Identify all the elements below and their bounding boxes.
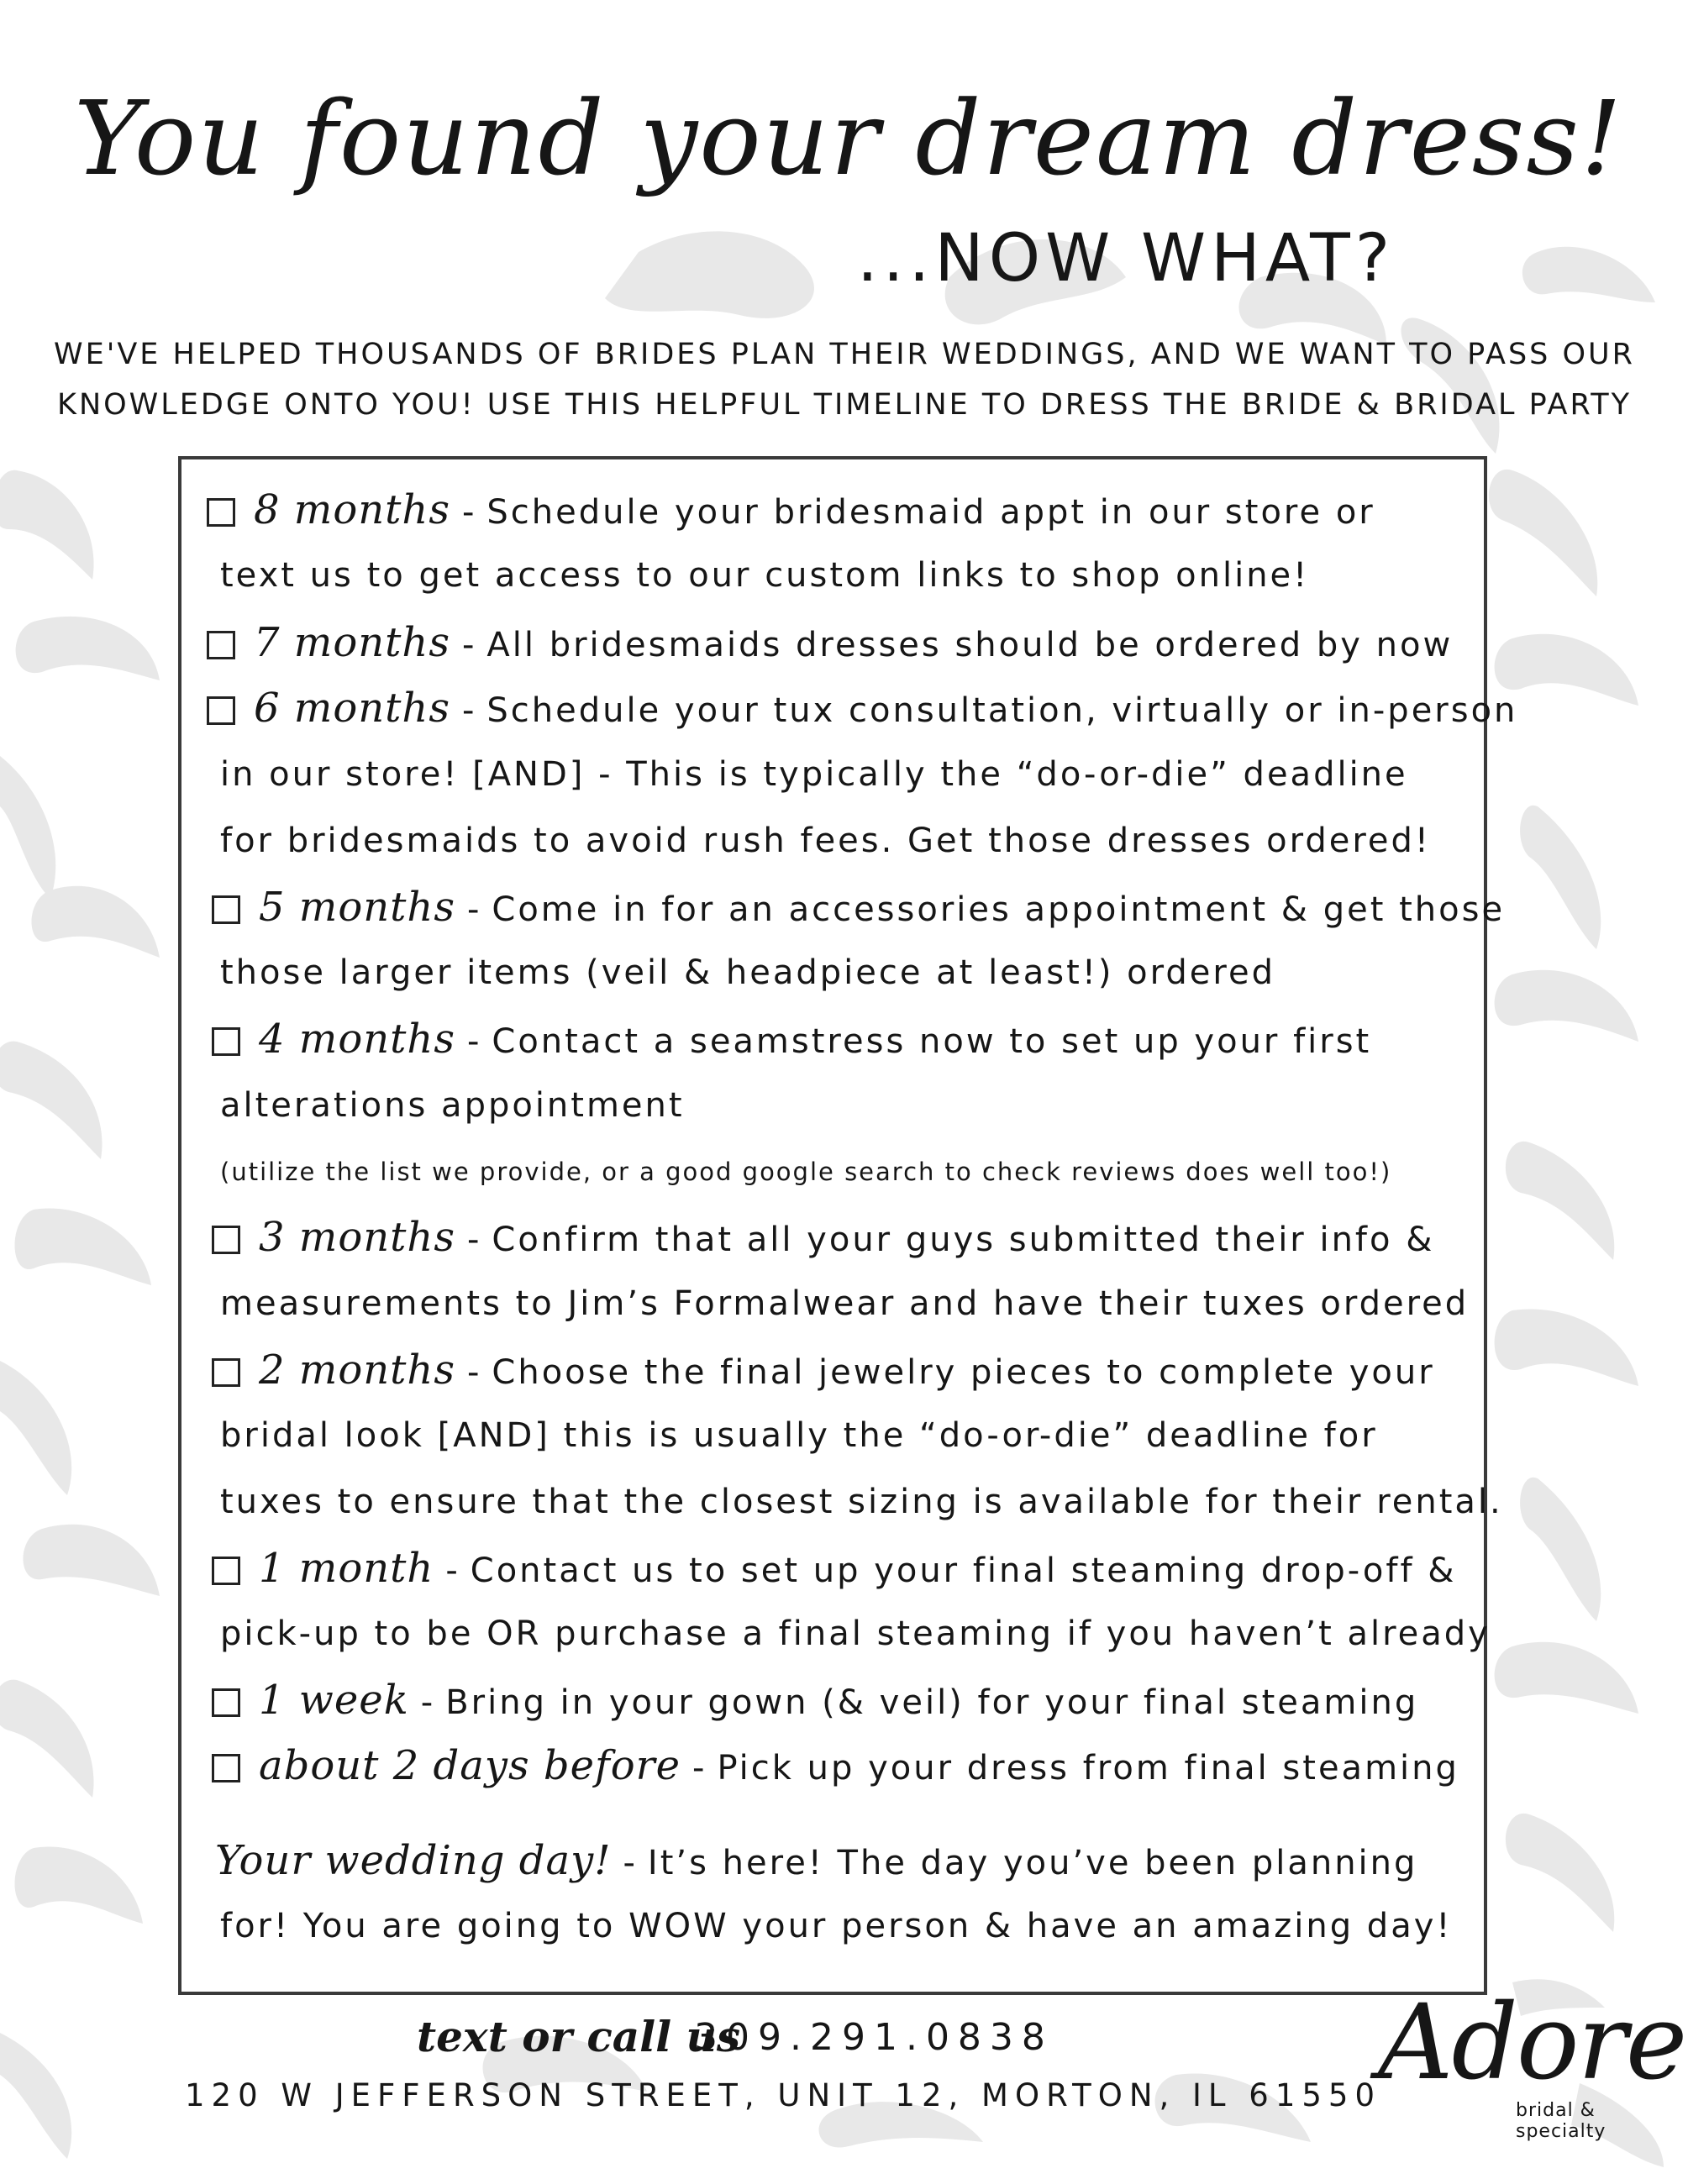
timeline-note: (utilize the list we provide, or a good google search to check reviews does well too!) <box>220 1158 1392 1186</box>
intro-line-1: WE'VE HELPED THOUSANDS OF BRIDES PLAN THEIR WEDDINGS, AND WE WANT TO PASS OUR <box>54 338 1635 371</box>
phone-number[interactable]: 309.291.0838 <box>694 2016 1054 2059</box>
timeline-text: Confirm that all your guys submitted their info & <box>492 1221 1435 1259</box>
logo-wordmark: Adore <box>1378 1982 1686 2103</box>
page-subtitle: ...NOW WHAT? <box>857 221 1396 297</box>
timeline-continuation: pick-up to be OR purchase a final steaming if you haven’t already <box>220 1614 1491 1653</box>
timeline-item-1-month: 1 month - Contact us to set up your final steaming drop-off & <box>212 1545 1456 1594</box>
timeline-when: about 2 days before <box>259 1742 681 1789</box>
timeline-when: 6 months <box>254 685 450 732</box>
checkbox[interactable] <box>212 895 240 924</box>
timeline-item-2-months: 2 months - Choose the final jewelry pieces to complete your <box>212 1347 1435 1396</box>
intro-line-2: KNOWLEDGE ONTO YOU! USE THIS HELPFUL TIMELINE TO DRESS THE BRIDE & BRIDAL PARTY <box>57 388 1632 422</box>
timeline-text: Bring in your gown (& veil) for your final steaming <box>445 1683 1419 1722</box>
timeline-text: Choose the final jewelry pieces to complete your <box>492 1353 1435 1392</box>
timeline-item-7-months: 7 months - All bridesmaids dresses should be ordered by now <box>207 619 1453 669</box>
contact-label: text or call us <box>417 2012 741 2061</box>
timeline-text: All bridesmaids dresses should be ordered by now <box>486 626 1454 664</box>
timeline-continuation: in our store! [AND] - This is typically the “do-or-die” deadline <box>220 755 1408 794</box>
checkbox[interactable] <box>212 1226 240 1254</box>
timeline-continuation: bridal look [AND] this is usually the “do-or-die” deadline for <box>220 1416 1378 1455</box>
checkbox[interactable] <box>212 1027 240 1056</box>
checkbox[interactable] <box>212 1358 240 1387</box>
timeline-item-3-months: 3 months - Confirm that all your guys submitted their info & <box>212 1214 1434 1263</box>
timeline-when: 1 week <box>259 1677 409 1724</box>
timeline-when: 1 month <box>259 1545 434 1592</box>
timeline-when: 3 months <box>259 1214 455 1261</box>
timeline-text: It’s here! The day you’ve been planning <box>647 1844 1418 1882</box>
timeline-item-6-months: 6 months - Schedule your tux consultation, virtually or in-person <box>207 685 1517 734</box>
timeline-when: 7 months <box>254 619 450 666</box>
timeline-continuation: for! You are going to WOW your person & have an amazing day! <box>220 1907 1453 1945</box>
store-address: 120 W JEFFERSON STREET, UNIT 12, MORTON, IL 61550 <box>185 2077 1382 2113</box>
timeline-when: 8 months <box>254 486 450 533</box>
checkbox[interactable] <box>212 1754 240 1782</box>
page-title: You found your dream dress! <box>73 79 1624 198</box>
checkbox[interactable] <box>207 631 235 659</box>
timeline-text: Schedule your tux consultation, virtually or in-person <box>486 691 1518 730</box>
timeline-text: Come in for an accessories appointment & get those <box>492 890 1506 929</box>
timeline-box <box>178 456 1518 1995</box>
timeline-when: 2 months <box>259 1347 455 1394</box>
timeline-item-1-week: 1 week - Bring in your gown (& veil) for your final steaming <box>212 1677 1418 1726</box>
timeline-item-8-months: 8 months - Schedule your bridesmaid appt in our store or <box>207 486 1375 536</box>
timeline-continuation: measurements to Jim’s Formalwear and have their tuxes ordered <box>220 1284 1470 1323</box>
checkbox[interactable] <box>212 1557 240 1585</box>
checkbox[interactable] <box>212 1688 240 1717</box>
timeline-text: Schedule your bridesmaid appt in our store or <box>486 493 1375 532</box>
adore-logo <box>1361 1966 1686 2150</box>
timeline-item-2-days-before: about 2 days before - Pick up your dress from final steaming <box>212 1742 1459 1792</box>
timeline-item-5-months: 5 months - Come in for an accessories appointment & get those <box>212 884 1505 933</box>
timeline-continuation: text us to get access to our custom links to shop online! <box>220 556 1310 595</box>
timeline-continuation: alterations appointment <box>220 1086 685 1125</box>
timeline-when: 5 months <box>259 884 455 931</box>
checkbox[interactable] <box>207 696 235 725</box>
timeline-continuation: those larger items (veil & headpiece at least!) ordered <box>220 953 1275 992</box>
timeline-when: Your wedding day! <box>215 1837 612 1884</box>
checkbox[interactable] <box>207 498 235 527</box>
timeline-continuation: tuxes to ensure that the closest sizing is available for their rental. <box>220 1483 1503 1521</box>
timeline-text: Contact a seamstress now to set up your first <box>492 1022 1372 1061</box>
timeline-text: Pick up your dress from final steaming <box>717 1749 1459 1788</box>
logo-tagline: bridal & specialty <box>1516 2100 1606 2142</box>
timeline-item-wedding-day: Your wedding day! - It’s here! The day you’ve been planning <box>215 1837 1418 1884</box>
timeline-continuation: for bridesmaids to avoid rush fees. Get those dresses ordered! <box>220 822 1431 860</box>
timeline-item-4-months: 4 months - Contact a seamstress now to set up your first <box>212 1016 1371 1065</box>
timeline-when: 4 months <box>259 1016 455 1063</box>
timeline-text: Contact us to set up your final steaming drop-off & <box>470 1551 1457 1590</box>
